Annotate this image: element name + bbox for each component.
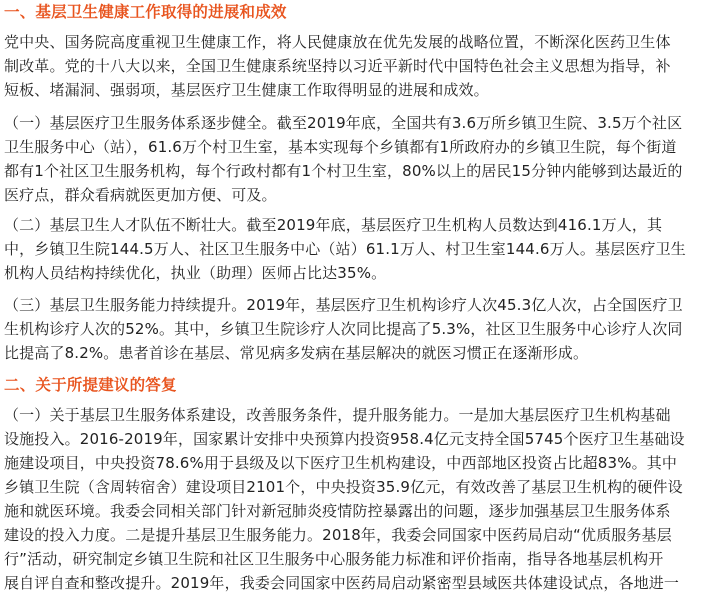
paragraph-line: 机构人员结构持续优化，执业（助理）医师占比达35%。 — [4, 264, 387, 282]
paragraph-line: （三）基层卫生服务能力持续提升。2019年，基层医疗卫生机构诊疗人次45.3亿人次，占全国医疗卫 — [4, 296, 683, 314]
paragraph-line: 展自评自查和整改提升。2019年，我委会同国家中医药局启动紧密型县域医共体建设试点，各地进一 — [4, 574, 680, 592]
paragraph-line: （二）基层卫生人才队伍不断壮大。截至2019年底，基层医疗卫生机构人员数达到416.1万人，其 — [4, 216, 663, 234]
paragraph-line: 施和就医环境。我委会同相关部门针对新冠肺炎疫情防控暴露出的问题，逐步加强基层卫生服务体系 — [4, 502, 671, 520]
paragraph-line: 生机构诊疗人次的52%。其中，乡镇卫生院诊疗人次同比提高了5.3%，社区卫生服务中心诊疗人次同 — [4, 320, 683, 338]
paragraph-line: （一）关于基层卫生服务体系建设，改善服务条件，提升服务能力。一是加大基层医疗卫生机构基础 — [4, 406, 671, 424]
paragraph-line: 行”活动，研究制定乡镇卫生院和社区卫生服务中心服务能力标准和评价指南，指导各地基层机构开 — [4, 550, 664, 568]
paragraph-line: 医疗点，群众看病就医更加方便、可及。 — [4, 186, 277, 204]
paragraph-line: 制改革。党的十八大以来，全国卫生健康系统坚持以习近平新时代中国特色社会主义思想为指导，补 — [4, 57, 671, 75]
paragraph-line: 乡镇卫生院（含周转宿舍）建设项目2101个，中央投资35.9亿元，有效改善了基层卫生机构的硬件设 — [4, 478, 683, 496]
paragraph-line: 比提高了8.2%。患者首诊在基层、常见病多发病在基层解决的就医习惯正在逐渐形成。 — [4, 344, 589, 362]
section2-heading: 二、关于所提建议的答复 — [4, 376, 177, 394]
paragraph-line: 都有1个社区卫生服务机构，每个行政村都有1个村卫生室，80%以上的居民15分钟内能够到达最近的 — [4, 162, 683, 180]
paragraph-line: 建设的投入力度。二是提升基层卫生服务能力。2018年，我委会同国家中医药局启动“优质服务基层 — [4, 526, 672, 544]
paragraph-line: （一）基层医疗卫生服务体系逐步健全。截至2019年底，全国共有3.6万所乡镇卫生院、3.5万个社区 — [4, 114, 683, 132]
paragraph-line: 设施投入。2016-2019年，国家累计安排中央预算内投资958.4亿元支持全国5745个医疗卫生基础设 — [4, 430, 685, 448]
section1-heading: 一、基层卫生健康工作取得的进展和成效 — [4, 3, 287, 21]
paragraph-line: 短板、堵漏洞、强弱项，基层医疗卫生健康工作取得明显的进展和成效。 — [4, 81, 489, 99]
paragraph-line: 卫生服务中心（站），61.6万个村卫生室，基本实现每个乡镇都有1所政府办的乡镇卫生院，每个街道 — [4, 138, 677, 156]
paragraph-line: 施建设项目，中央投资78.6%用于县级及以下医疗卫生机构建设，中西部地区投资占比超83%。其中 — [4, 454, 678, 472]
paragraph-line: 党中央、国务院高度重视卫生健康工作，将人民健康放在优先发展的战略位置，不断深化医药卫生体 — [4, 33, 671, 51]
paragraph-line: 中，乡镇卫生院144.5万人、社区卫生服务中心（站）61.1万人、村卫生室144.6万人。基层医疗卫生 — [4, 240, 686, 258]
